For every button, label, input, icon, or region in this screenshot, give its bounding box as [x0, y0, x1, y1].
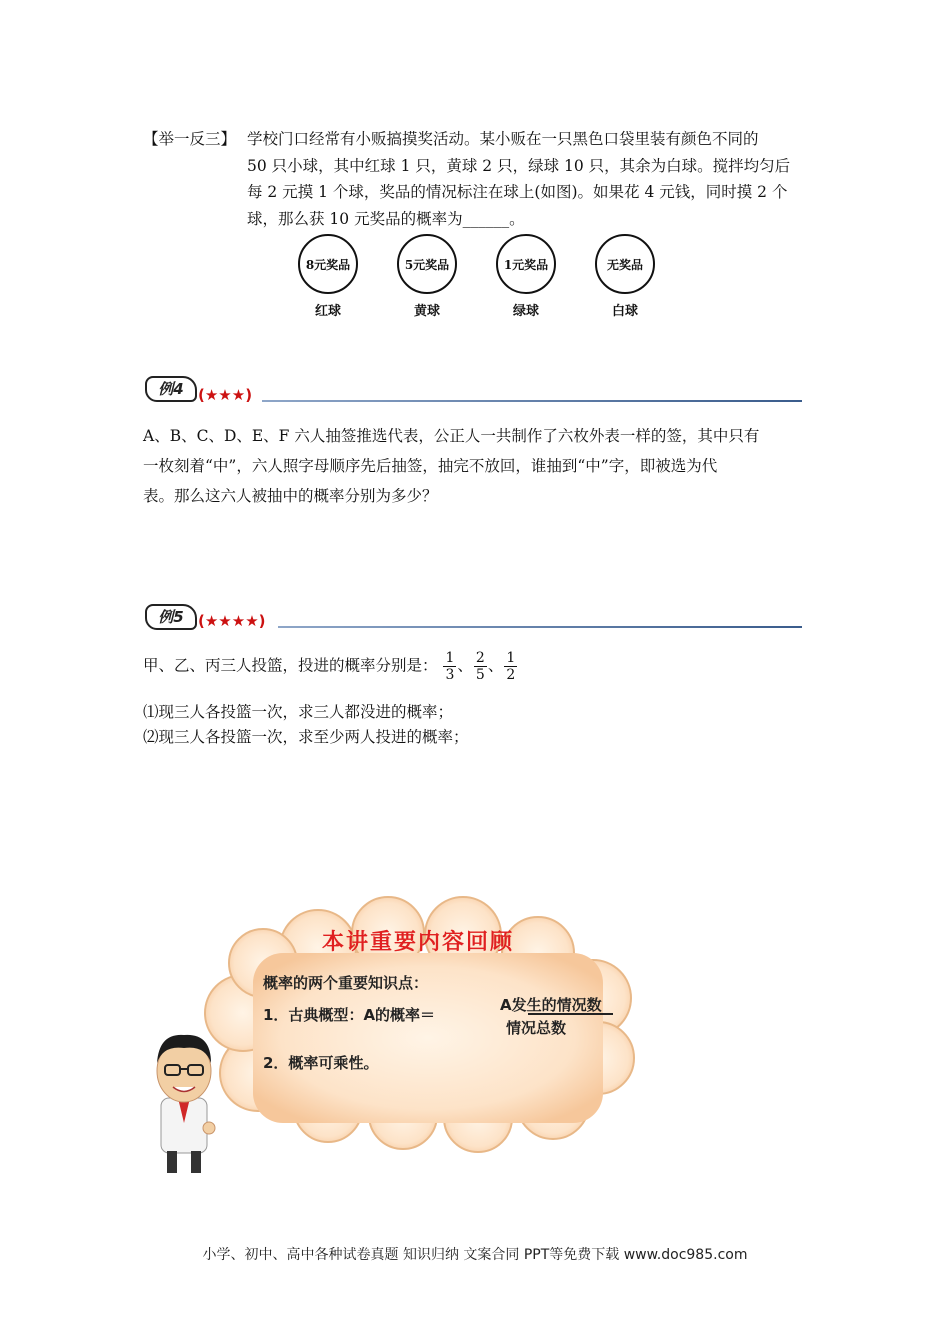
fraction-denominator: 2	[506, 667, 516, 683]
white-ball	[590, 234, 660, 319]
practice-line: 每 2 元摸 1 个球，奖品的情况标注在球上(如图)。如果花 4 元钱，同时摸 2 个	[247, 183, 788, 201]
page-footer: 小学、初中、高中各种试卷真题 知识归纳 文案合同 PPT等免费下载 www.doc985.com	[202, 1247, 748, 1263]
ball-prize: 8元奖品	[305, 257, 351, 272]
example-5-intro: 甲、乙、丙三人投篮，投进的概率分别是：	[143, 656, 438, 675]
example-5-intro-line	[143, 650, 518, 683]
fraction-denominator: 5	[475, 667, 485, 683]
review-title: 本讲重要内容回顾	[322, 929, 515, 955]
ball-color-label: 绿球	[512, 304, 539, 319]
fraction-numerator: 2	[475, 650, 485, 666]
ball-circle	[397, 234, 457, 294]
ball-prize: 1元奖品	[503, 257, 549, 272]
example-4-rule	[262, 400, 802, 402]
example-4-badge: 例4	[145, 376, 197, 402]
ball-circle	[496, 234, 556, 294]
example-4-line: 表。那么这六人被抽中的概率分别为多少？	[143, 487, 438, 505]
teacher-figure	[157, 1035, 215, 1173]
example-5-question-1: ⑴现三人各投篮一次，求三人都没进的概率；	[143, 703, 454, 721]
fraction-numerator: 1	[506, 650, 516, 666]
example-5-badge: 例5	[145, 604, 197, 630]
example-4-line: A、B、C、D、E、F 六人抽签推选代表，公正人一共制作了六枚外表一样的签，其中只有	[143, 427, 760, 445]
fraction	[504, 650, 517, 683]
fraction	[474, 650, 487, 683]
example-4-body	[143, 421, 759, 511]
practice-line: 学校门口经常有小贩搞摸奖活动。某小贩在一只黑色口袋里装有颜色不同的	[247, 130, 759, 148]
fraction	[443, 650, 456, 683]
ball-prize: 5元奖品	[404, 257, 450, 272]
yellow-ball	[392, 234, 462, 319]
review-item-1-label: 1．古典概型：A的概率＝	[263, 1006, 436, 1024]
review-item-1-numerator: A发生的情况数	[500, 996, 602, 1014]
review-subtitle: 概率的两个重要知识点：	[263, 974, 429, 992]
fraction-numerator: 1	[445, 650, 455, 666]
example-4-line: 一枚刻着“中”，六人照字母顺序先后抽签，抽完不放回，谁抽到“中”字，即被选为代	[143, 457, 718, 475]
practice-line: 50 只小球，其中红球 1 只，黄球 2 只，绿球 10 只，其余为白球。搅拌均匀后	[247, 156, 791, 175]
example-5-stars: (★★★★)	[198, 612, 266, 630]
ball-circle	[298, 234, 358, 294]
red-ball	[293, 234, 363, 319]
ball-circle	[595, 234, 655, 294]
practice-text	[247, 126, 790, 232]
example-5-question-2: ⑵现三人各投篮一次，求至少两人投进的概率；	[143, 728, 469, 746]
example-5-rule	[278, 626, 802, 628]
ball-prize: 无奖品	[606, 257, 643, 272]
review-item-1-denominator: 情况总数	[506, 1019, 567, 1037]
ball-color-label: 黄球	[413, 304, 440, 319]
separator: 、	[487, 656, 504, 675]
fraction-denominator: 3	[445, 667, 455, 683]
ball-color-label: 白球	[611, 304, 638, 319]
practice-line: 球，那么获 10 元奖品的概率为______。	[247, 209, 525, 228]
separator: 、	[457, 656, 473, 675]
green-ball	[491, 234, 561, 319]
review-item-2: 2．概率可乘性。	[263, 1054, 379, 1072]
ball-color-label: 红球	[314, 304, 341, 319]
practice-tag: 【举一反三】	[143, 130, 237, 148]
example-4-stars: (★★★)	[198, 386, 253, 404]
